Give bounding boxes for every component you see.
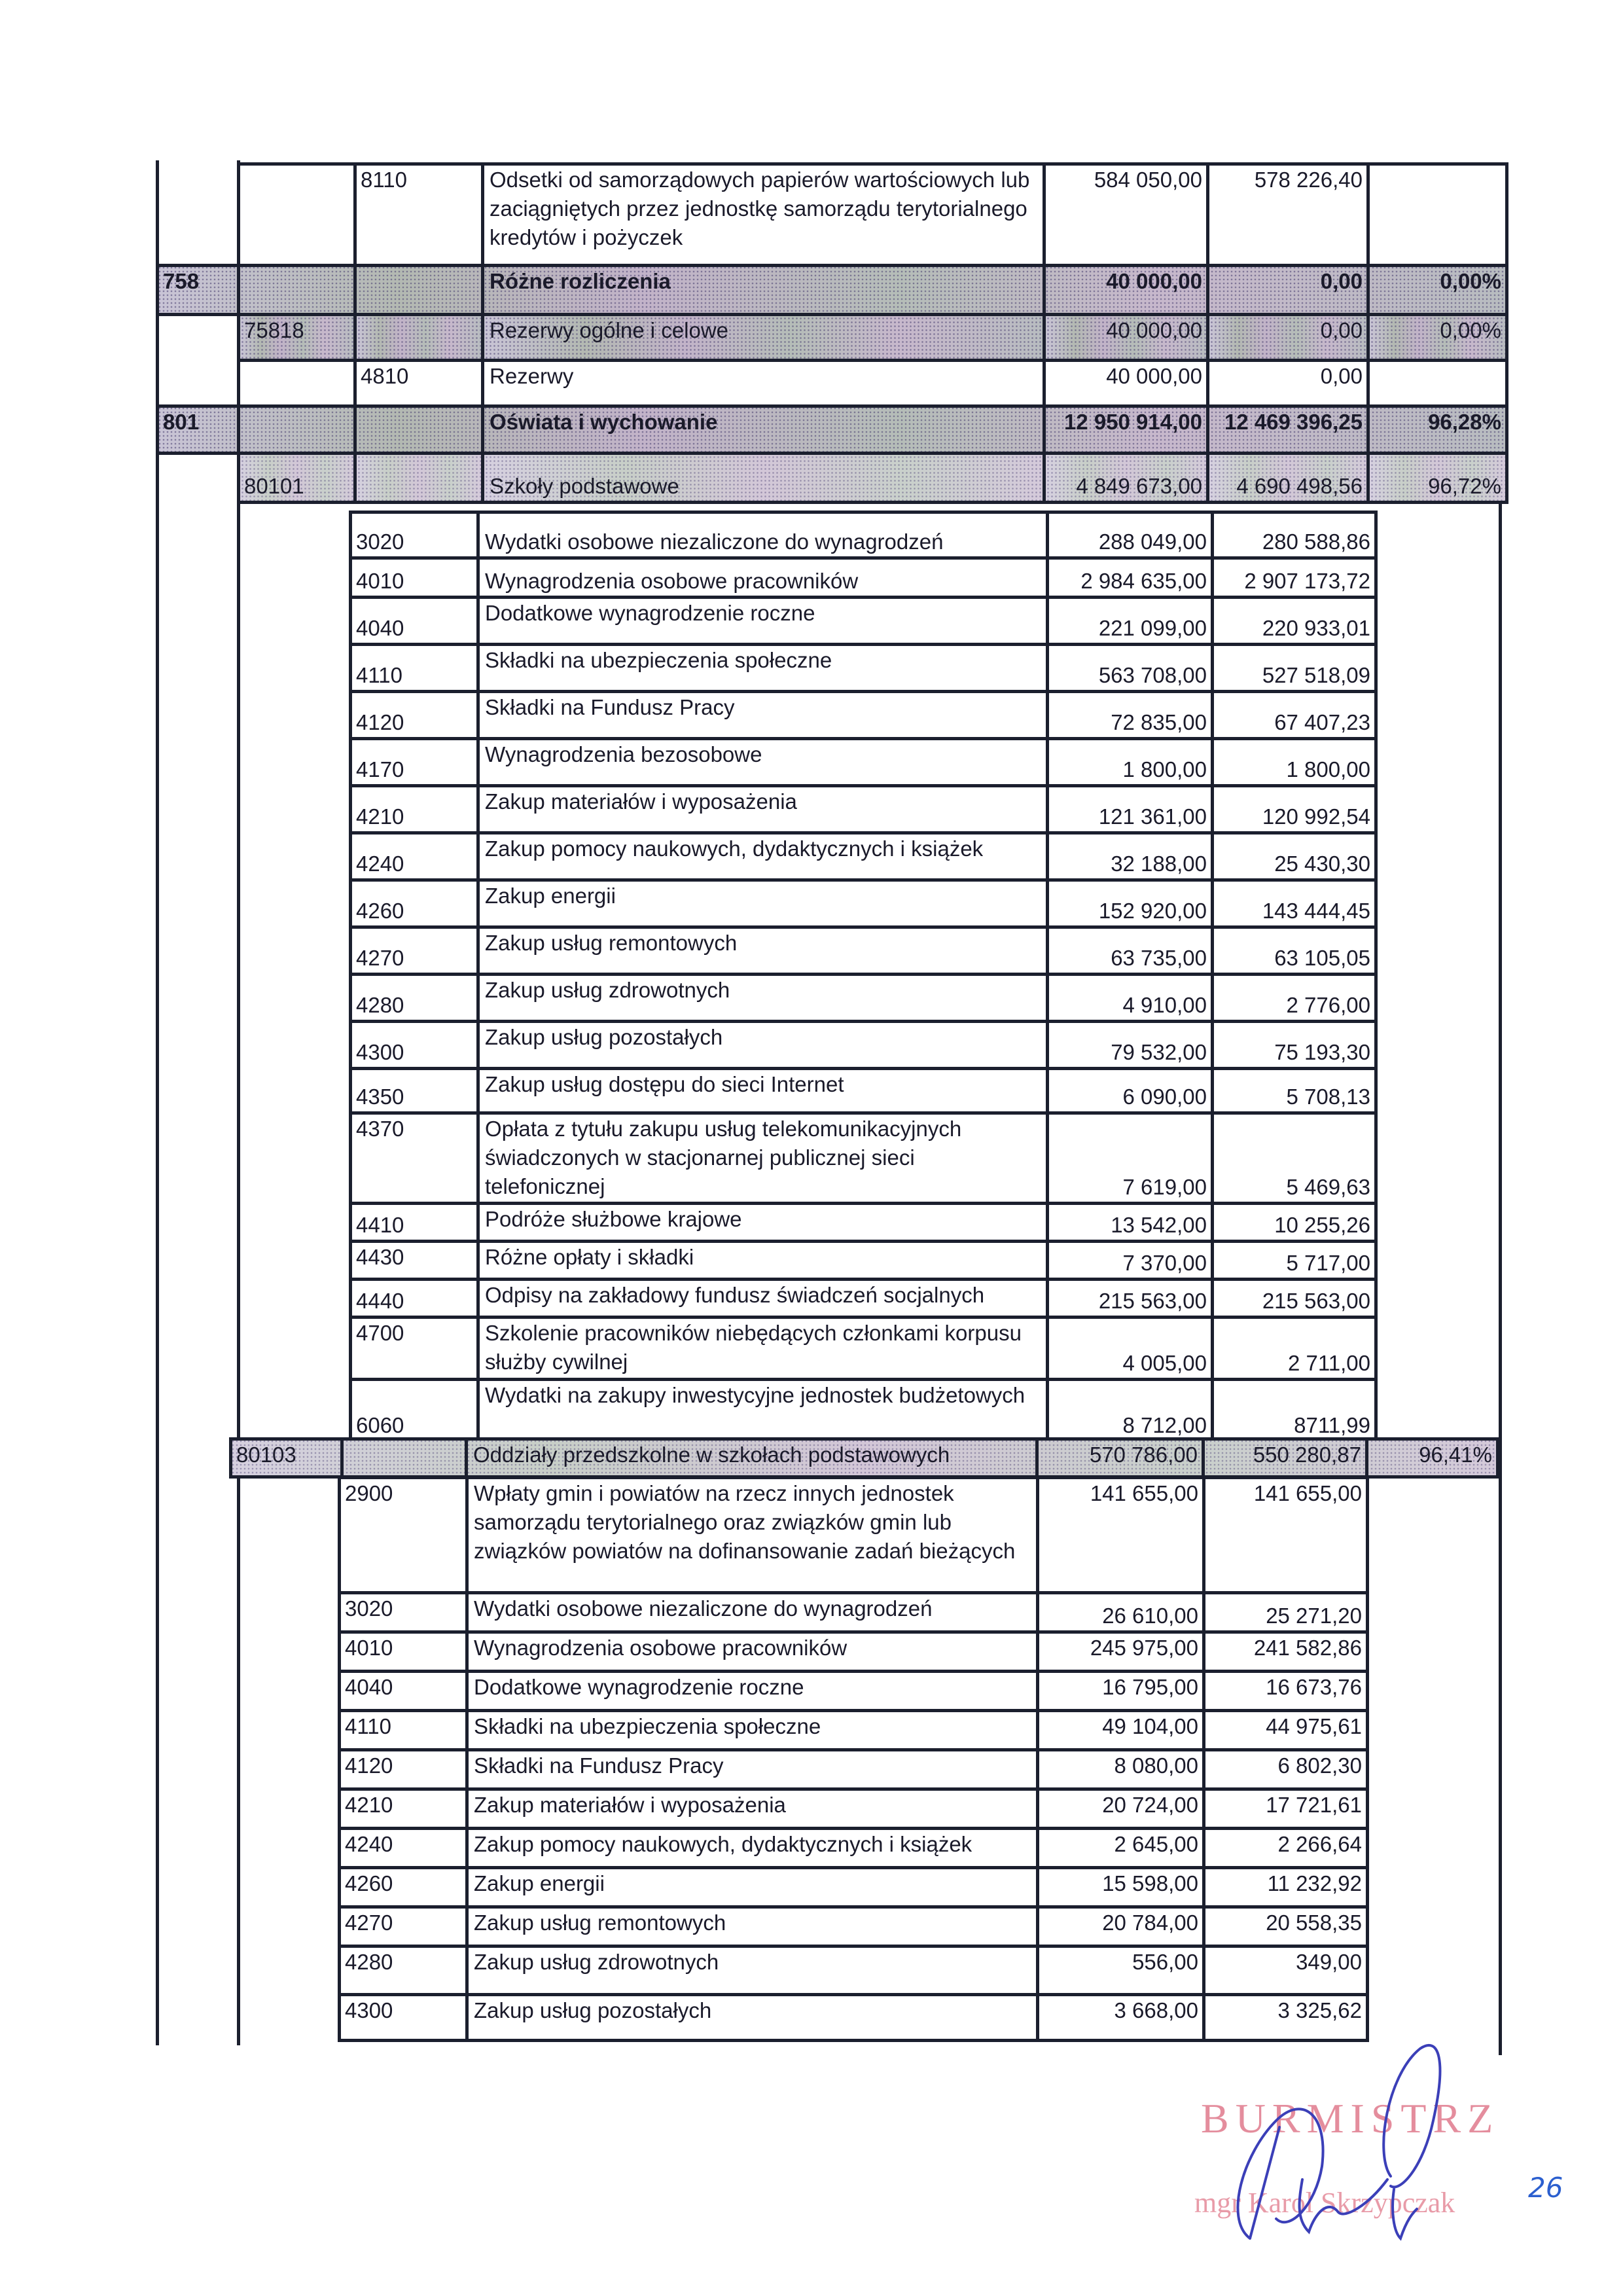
plan-cell: 49 104,00 [1038,1711,1204,1750]
name-cell: Zakup materiałów i wyposażenia [478,786,1048,833]
plan-cell: 4 849 673,00 [1044,454,1208,503]
paragraf-cell [355,454,483,503]
plan-cell: 26 610,00 [1038,1593,1204,1632]
plan-cell: 121 361,00 [1048,786,1213,833]
budget-table-80101 [349,511,1378,1443]
name-cell: Rezerwy ogólne i celowe [483,315,1044,361]
table-row [351,1242,1376,1280]
budget-table-80103-header [229,1437,1499,1479]
wykonanie-cell: 25 271,20 [1204,1593,1368,1632]
name-cell: Oddziały przedszkolne w szkołach podstawowych [467,1439,1037,1477]
table-row [351,558,1376,598]
table-row [351,512,1376,558]
wykonanie-cell: 1 800,00 [1213,739,1376,786]
paragraf-cell [355,406,483,454]
paragraf-cell: 4410 [351,1204,478,1242]
table-row [340,1907,1368,1946]
wykonanie-cell: 0,00 [1208,266,1368,315]
table-row [340,1789,1368,1829]
paragraf-cell: 4280 [351,975,478,1022]
budget-table-80103 [338,1476,1369,2042]
plan-cell: 1 800,00 [1048,739,1213,786]
name-cell: Wydatki osobowe niezaliczone do wynagrodzeń [478,512,1048,558]
name-cell: Zakup usług dostępu do sieci Internet [478,1069,1048,1113]
name-cell: Szkoły podstawowe [483,454,1044,503]
wykonanie-cell: 2 776,00 [1213,975,1376,1022]
paragraf-cell: 4350 [351,1069,478,1113]
table-row [351,645,1376,692]
table-row [351,739,1376,786]
table-row-dzial [158,406,1507,454]
wykonanie-cell: 2 711,00 [1213,1318,1376,1380]
table-row [340,1829,1368,1868]
dzial-cell [158,164,239,266]
table-row [158,164,1507,266]
paragraf-cell: 4110 [351,645,478,692]
table-row [351,1380,1376,1442]
plan-cell: 8 712,00 [1048,1380,1213,1442]
paragraf-cell [355,266,483,315]
name-cell: Zakup usług pozostałych [467,1995,1038,2041]
wykonanie-cell: 143 444,45 [1213,880,1376,927]
name-cell: Zakup energii [478,880,1048,927]
paragraf-cell: 4270 [340,1907,467,1946]
name-cell: Składki na Fundusz Pracy [478,692,1048,739]
table-row [158,361,1507,406]
paragraf-cell: 4440 [351,1280,478,1318]
plan-cell: 7 370,00 [1048,1242,1213,1280]
plan-cell: 215 563,00 [1048,1280,1213,1318]
name-cell: Oświata i wychowanie [483,406,1044,454]
name-cell: Zakup pomocy naukowych, dydaktycznych i książek [467,1829,1038,1868]
name-cell: Zakup energii [467,1868,1038,1907]
name-cell: Różne rozliczenia [483,266,1044,315]
rozdzial-cell: 80103 [231,1439,342,1477]
plan-cell: 2 645,00 [1038,1829,1204,1868]
right-border-line [1499,484,1502,2055]
dzial-cell [158,361,239,406]
table-row [340,1593,1368,1632]
plan-cell: 79 532,00 [1048,1022,1213,1069]
wykonanie-cell: 16 673,76 [1204,1672,1368,1711]
wykonanie-cell: 5 469,63 [1213,1113,1376,1204]
plan-cell: 221 099,00 [1048,598,1213,645]
table-row [351,927,1376,975]
table-row [340,1478,1368,1593]
paragraf-cell: 4210 [351,786,478,833]
stamp-name: mgr Karol Skrzypczak [1194,2187,1455,2219]
budget-table-top [156,162,1508,504]
table-row-rozdzial [231,1439,1498,1477]
table-row [351,1280,1376,1318]
paragraf-cell: 4260 [351,880,478,927]
plan-cell: 245 975,00 [1038,1632,1204,1672]
paragraf-cell: 3020 [340,1593,467,1632]
paragraf-cell: 4010 [351,558,478,598]
wykonanie-cell: 11 232,92 [1204,1868,1368,1907]
wykonanie-cell: 241 582,86 [1204,1632,1368,1672]
wykonanie-cell: 141 655,00 [1204,1478,1368,1593]
plan-cell: 4 005,00 [1048,1318,1213,1380]
plan-cell: 584 050,00 [1044,164,1208,266]
wykonanie-cell: 3 325,62 [1204,1995,1368,2041]
name-cell: Zakup usług pozostałych [478,1022,1048,1069]
name-cell: Zakup materiałów i wyposażenia [467,1789,1038,1829]
plan-cell: 6 090,00 [1048,1069,1213,1113]
rozdzial-cell [239,406,355,454]
paragraf-cell [355,315,483,361]
wykonanie-cell: 25 430,30 [1213,833,1376,880]
wykonanie-cell: 2 907 173,72 [1213,558,1376,598]
rozdzial-cell: 75818 [239,315,355,361]
name-cell: Rezerwy [483,361,1044,406]
paragraf-cell: 2900 [340,1478,467,1593]
table-row [340,1672,1368,1711]
plan-cell: 40 000,00 [1044,361,1208,406]
table-row [340,1711,1368,1750]
paragraf-cell: 4700 [351,1318,478,1380]
procent-cell: 96,28% [1368,406,1507,454]
paragraf-cell: 4240 [351,833,478,880]
name-cell: Wynagrodzenia osobowe pracowników [467,1632,1038,1672]
wykonanie-cell: 0,00 [1208,361,1368,406]
wykonanie-cell: 67 407,23 [1213,692,1376,739]
paragraf-cell: 4010 [340,1632,467,1672]
table-row [351,1204,1376,1242]
plan-cell: 72 835,00 [1048,692,1213,739]
name-cell: Dodatkowe wynagrodzenie roczne [467,1672,1038,1711]
name-cell: Wpłaty gmin i powiatów na rzecz innych jednostek samorządu terytorialnego oraz związków gmin lub związków powiatów na dofinansowanie zadań bieżących [467,1478,1038,1593]
name-cell: Odpisy na zakładowy fundusz świadczeń socjalnych [478,1280,1048,1318]
table-row [351,598,1376,645]
plan-cell: 563 708,00 [1048,645,1213,692]
dzial-cell: 758 [158,266,239,315]
name-cell: Składki na ubezpieczenia społeczne [467,1711,1038,1750]
name-cell: Zakup usług zdrowotnych [478,975,1048,1022]
table-row [351,975,1376,1022]
name-cell: Dodatkowe wynagrodzenie roczne [478,598,1048,645]
wykonanie-cell: 0,00 [1208,315,1368,361]
wykonanie-cell: 8711,99 [1213,1380,1376,1442]
wykonanie-cell: 17 721,61 [1204,1789,1368,1829]
procent-cell [1368,361,1507,406]
wykonanie-cell: 220 933,01 [1213,598,1376,645]
page-number: 26 [1528,2172,1563,2204]
table-row [351,1069,1376,1113]
paragraf-cell: 8110 [355,164,483,266]
plan-cell: 20 724,00 [1038,1789,1204,1829]
dzial-cell [158,454,239,503]
name-cell: Różne opłaty i składki [478,1242,1048,1280]
name-cell: Zakup usług remontowych [478,927,1048,975]
procent-cell: 96,41% [1367,1439,1498,1477]
wykonanie-cell: 4 690 498,56 [1208,454,1368,503]
wykonanie-cell: 44 975,61 [1204,1711,1368,1750]
name-cell: Odsetki od samorządowych papierów wartościowych lub zaciągniętych przez jednostkę samorządu terytorialnego kredytów i pożyczek [483,164,1044,266]
table-row [351,880,1376,927]
paragraf-cell: 4430 [351,1242,478,1280]
name-cell: Zakup pomocy naukowych, dydaktycznych i książek [478,833,1048,880]
procent-cell: 0,00% [1368,315,1507,361]
table-row [351,1022,1376,1069]
plan-cell: 152 920,00 [1048,880,1213,927]
name-cell: Opłata z tytułu zakupu usług telekomunikacyjnych świadczonych w stacjonarnej publicznej sieci telefonicznej [478,1113,1048,1204]
paragraf-cell: 4370 [351,1113,478,1204]
wykonanie-cell: 349,00 [1204,1946,1368,1995]
paragraf-cell: 4300 [351,1022,478,1069]
paragraf-cell: 4170 [351,739,478,786]
plan-cell: 8 080,00 [1038,1750,1204,1789]
plan-cell: 16 795,00 [1038,1672,1204,1711]
paragraf-cell: 3020 [351,512,478,558]
paragraf-cell: 4110 [340,1711,467,1750]
plan-cell: 556,00 [1038,1946,1204,1995]
paragraf-cell [342,1439,467,1477]
wykonanie-cell: 5 717,00 [1213,1242,1376,1280]
wykonanie-cell: 120 992,54 [1213,786,1376,833]
name-cell: Wydatki osobowe niezaliczone do wynagrodzeń [467,1593,1038,1632]
paragraf-cell: 4040 [340,1672,467,1711]
name-cell: Składki na ubezpieczenia społeczne [478,645,1048,692]
procent-cell [1368,164,1507,266]
plan-cell: 32 188,00 [1048,833,1213,880]
rozdzial-cell [239,361,355,406]
rozdzial-cell: 80101 [239,454,355,503]
plan-cell: 4 910,00 [1048,975,1213,1022]
wykonanie-cell: 6 802,30 [1204,1750,1368,1789]
wykonanie-cell: 12 469 396,25 [1208,406,1368,454]
name-cell: Zakup usług remontowych [467,1907,1038,1946]
table-row [351,692,1376,739]
table-row-dzial [158,266,1507,315]
table-row-rozdzial [158,454,1507,503]
name-cell: Zakup usług zdrowotnych [467,1946,1038,1995]
plan-cell: 141 655,00 [1038,1478,1204,1593]
plan-cell: 13 542,00 [1048,1204,1213,1242]
dzial-cell [158,315,239,361]
name-cell: Wynagrodzenia bezosobowe [478,739,1048,786]
wykonanie-cell: 10 255,26 [1213,1204,1376,1242]
plan-cell: 63 735,00 [1048,927,1213,975]
plan-cell: 570 786,00 [1037,1439,1204,1477]
name-cell: Składki na Fundusz Pracy [467,1750,1038,1789]
plan-cell: 2 984 635,00 [1048,558,1213,598]
paragraf-cell: 4120 [340,1750,467,1789]
table-row [351,833,1376,880]
paragraf-cell: 4240 [340,1829,467,1868]
paragraf-cell: 4300 [340,1995,467,2041]
paragraf-cell: 6060 [351,1380,478,1442]
table-row-rozdzial [158,315,1507,361]
wykonanie-cell: 527 518,09 [1213,645,1376,692]
wykonanie-cell: 2 266,64 [1204,1829,1368,1868]
table-row [340,1868,1368,1907]
name-cell: Podróże służbowe krajowe [478,1204,1048,1242]
table-row [351,1318,1376,1380]
wykonanie-cell: 578 226,40 [1208,164,1368,266]
table-row [340,1750,1368,1789]
paragraf-cell: 4120 [351,692,478,739]
plan-cell: 40 000,00 [1044,266,1208,315]
wykonanie-cell: 75 193,30 [1213,1022,1376,1069]
paragraf-cell: 4210 [340,1789,467,1829]
plan-cell: 15 598,00 [1038,1868,1204,1907]
signature-icon [1204,2022,1466,2258]
wykonanie-cell: 215 563,00 [1213,1280,1376,1318]
wykonanie-cell: 5 708,13 [1213,1069,1376,1113]
paragraf-cell: 4270 [351,927,478,975]
wykonanie-cell: 63 105,05 [1213,927,1376,975]
plan-cell: 12 950 914,00 [1044,406,1208,454]
plan-cell: 288 049,00 [1048,512,1213,558]
table-row [351,1113,1376,1204]
procent-cell: 96,72% [1368,454,1507,503]
paragraf-cell: 4040 [351,598,478,645]
rozdzial-cell [239,266,355,315]
plan-cell: 40 000,00 [1044,315,1208,361]
plan-cell: 3 668,00 [1038,1995,1204,2041]
paragraf-cell: 4280 [340,1946,467,1995]
wykonanie-cell: 550 280,87 [1204,1439,1367,1477]
procent-cell: 0,00% [1368,266,1507,315]
table-row [340,1632,1368,1672]
table-row [340,1946,1368,1995]
rozdzial-cell [239,164,355,266]
dzial-cell: 801 [158,406,239,454]
name-cell: Szkolenie pracowników niebędących członkami korpusu służby cywilnej [478,1318,1048,1380]
plan-cell: 20 784,00 [1038,1907,1204,1946]
stamp-title: BURMISTRZ [1201,2095,1500,2142]
name-cell: Wydatki na zakupy inwestycyjne jednostek budżetowych [478,1380,1048,1442]
wykonanie-cell: 20 558,35 [1204,1907,1368,1946]
paragraf-cell: 4260 [340,1868,467,1907]
wykonanie-cell: 280 588,86 [1213,512,1376,558]
plan-cell: 7 619,00 [1048,1113,1213,1204]
table-row [351,786,1376,833]
name-cell: Wynagrodzenia osobowe pracowników [478,558,1048,598]
paragraf-cell: 4810 [355,361,483,406]
